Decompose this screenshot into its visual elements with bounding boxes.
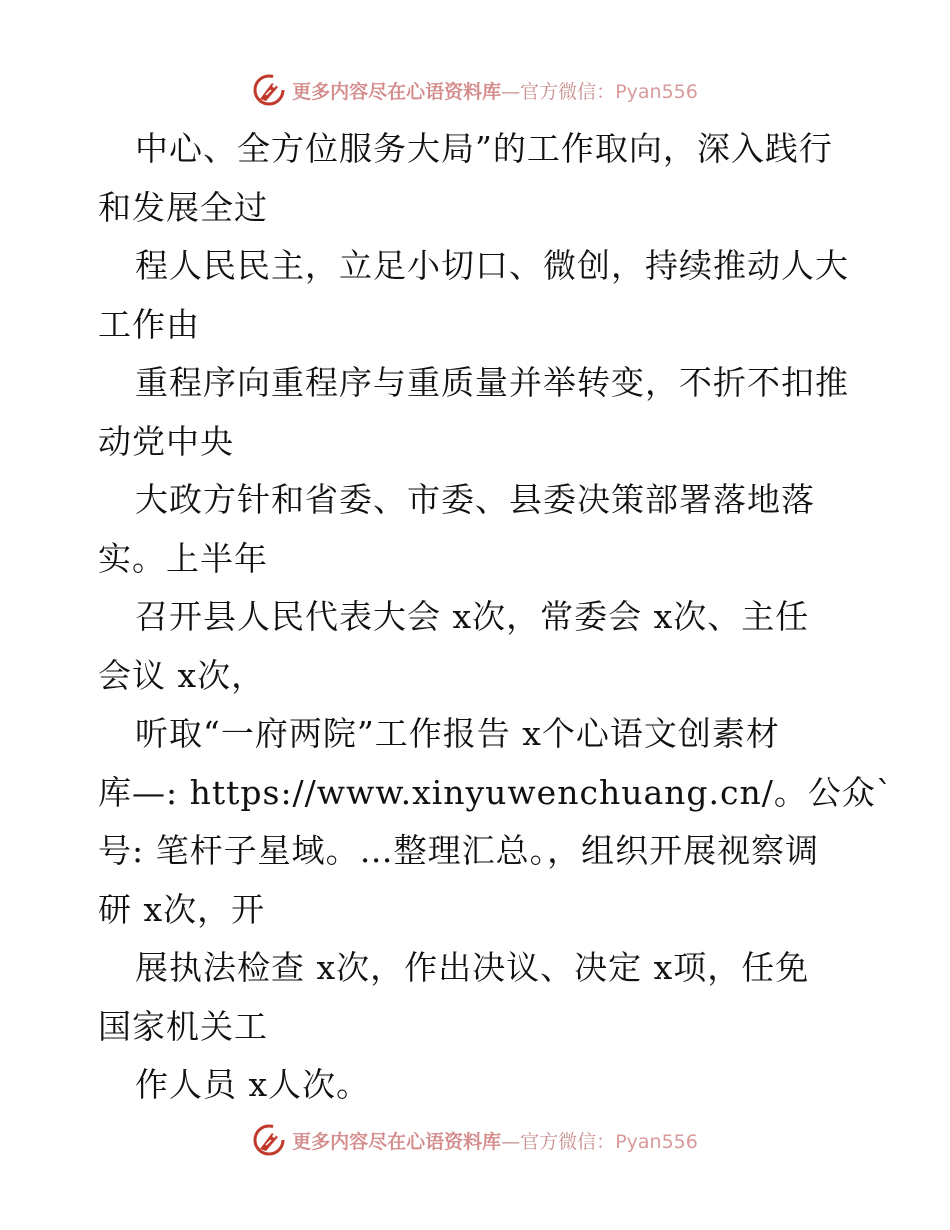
body-line: 动党中央 [98, 421, 234, 461]
body-line: 号: 笔杆子星域。…整理汇总。，组织开展视察调 [98, 831, 820, 870]
footer-banner [0, 1120, 950, 1160]
pen-nib-logo-icon [252, 1123, 286, 1157]
body-line: 库—: https://www.xinyuwenchuang.cn/。公众` [98, 772, 894, 812]
body-line: 程人民民主，立足小切口、微创，持续推动人大 [135, 246, 849, 285]
body-line: 中心、全方位服务大局”的工作取向，深入践行 [135, 129, 833, 168]
body-line: 展执法检查 x次，作出决议、决定 x项，任免 [135, 948, 810, 987]
document-body [98, 120, 894, 1115]
body-line: 和发展全过 [98, 187, 268, 227]
body-line: 大政方针和省委、市委、县委决策部署落地落 [135, 480, 815, 519]
body-line: 国家机关工 [98, 1006, 268, 1046]
header-banner [0, 70, 950, 110]
footer-banner-text: 更多内容尽在心语资料库—官方微信：Pyan556 [292, 1130, 698, 1153]
body-line: 研 x次，开 [98, 889, 266, 929]
body-line: 实。上半年 [98, 538, 268, 578]
body-line: 会议 x次， [98, 655, 266, 695]
body-line: 作人员 x人次。 [135, 1065, 371, 1104]
header-banner-text: 更多内容尽在心语资料库—官方微信：Pyan556 [292, 80, 698, 103]
body-line: 召开县人民代表大会 x次，常委会 x次、主任 [135, 597, 810, 636]
pen-nib-logo-icon [252, 73, 286, 107]
body-line: 重程序向重程序与重质量并举转变，不折不扣推 [135, 363, 849, 402]
body-line: 听取“一府两院”工作报告 x个心语文创素材 [135, 714, 780, 753]
body-line: 工作由 [98, 304, 200, 344]
